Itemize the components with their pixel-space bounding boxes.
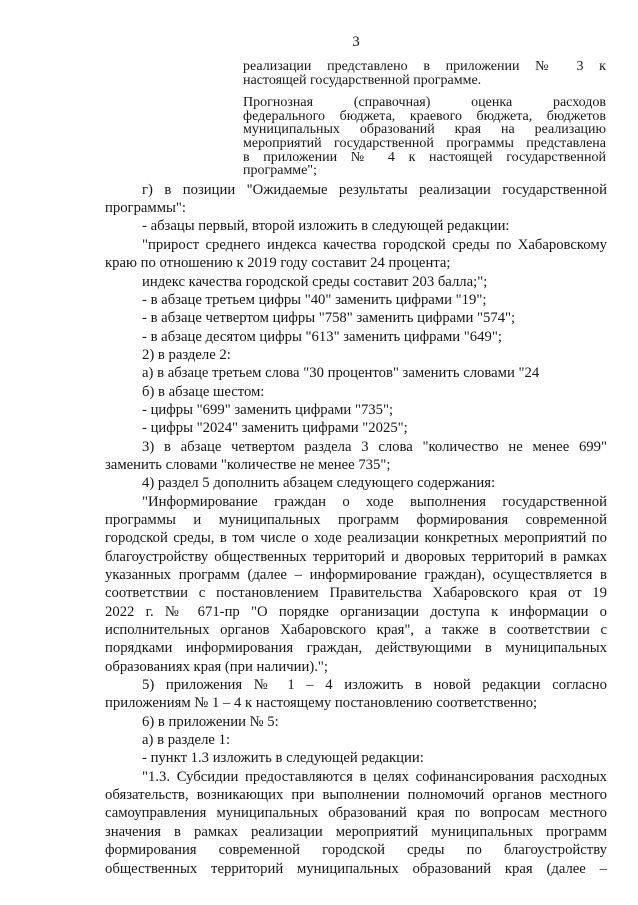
text-line: программы": [105,200,186,217]
text-line: индекс качества городской среды составит 203 балла;"; [142,273,488,290]
text-line: "1.3. Субсидии предоставляются в целях софинансирования расходных [142,768,607,785]
text-line: "прирост среднего индекса качества городской среды по Хабаровскому [142,236,607,253]
text-line: порядками информирования граждан, действующими в муниципальных [105,640,607,657]
text-line: образованиях края (при наличии)."; [105,658,328,675]
text-line: программе"; [243,164,317,178]
text-line: значения в рамках реализации мероприятий муниципальных программ [105,823,607,840]
text-line: - абзацы первый, второй изложить в следующей редакции: [142,218,510,235]
paragraph-dash-item [105,217,607,235]
paragraph-subitem-b [105,383,607,401]
paragraph-item-4 [105,474,607,492]
text-line: соответствии с постановлением Правительства Хабаровского края от 19 [105,585,607,602]
text-line: программы и муниципальных программ формирования современной [105,511,607,528]
paragraph-subitem-a [105,364,607,382]
paragraph-clause-1-3 [105,768,607,878]
paragraph-subitem-a [105,731,607,749]
paragraph-item-6 [105,713,607,731]
text-line: мероприятий государственной программы представлена [243,136,606,151]
paragraph-dash-item [105,309,607,327]
text-line: 2) в разделе 2: [142,346,231,363]
paragraph-quote [105,273,607,291]
text-line: - в абзаце десятом цифры "613" заменить цифрами "649"; [142,328,502,345]
text-line: а) в разделе 1: [142,732,231,749]
text-line: "Информирование граждан о ходе выполнения государственной [142,493,607,510]
text-line: 6) в приложении № 5: [142,713,279,730]
text-line: настоящей государственной программе. [243,73,482,88]
text-line: Прогнозная (справочная) оценка расходов [243,96,606,110]
paragraph-item-5 [105,676,607,713]
paragraph-item-3 [105,438,607,475]
text-line: общественных территорий муниципальных образований края (далее – [105,860,607,877]
text-line: 5) приложения № 1 – 4 изложить в новой редакции согласно [142,677,607,694]
text-line: благоустройству общественных территорий и дворовых территорий в рамках [105,548,607,565]
text-line: а) в абзаце третьем слова "30 процентов" заменить словами "24 [142,365,540,382]
text-line: городской среды, в том числе о ходе реализации конкретных мероприятий по [105,530,607,547]
paragraph-informing-citizens [105,493,607,676]
paragraph-dash-item [105,419,607,437]
text-line: краю по отношению к 2019 году составит 24 процента; [105,255,451,272]
text-line: 3) в абзаце четвертом раздела 3 слова "количество не менее 699" [142,438,607,455]
text-line: 4) раздел 5 дополнить абзацем следующего содержания: [142,475,496,492]
text-line: г) в позиции "Ожидаемые результаты реализации государственной [142,181,607,198]
paragraph-dash-item [105,401,607,419]
page-number: 3 [352,34,360,50]
text-line: - в абзаце четвертом цифры "758" заменить цифрами "574"; [142,310,516,327]
paragraph-forecast-estimate [243,96,606,178]
text-line: заменить словами "количестве не менее 735"; [105,456,391,473]
text-line: муниципальных образований края на реализацию [243,123,606,137]
text-line: указанных программ (далее – информирование граждан), осуществляется в [105,567,607,584]
paragraph-results-appendix-3 [243,60,606,87]
text-line: 2022 г. № 671-пр "О порядке организации доступа к информации о [105,603,607,620]
text-line: обязательств, возникающих при выполнении полномочий органов местного [105,787,607,804]
paragraph-dash-item [105,291,607,309]
paragraph-dash-item [105,328,607,346]
text-line: в приложении № 4 к настоящей государственной [243,150,606,165]
paragraph-item-g [105,181,607,218]
text-line: самоуправления муниципальных образований края по вопросам местного [105,805,607,822]
text-line: б) в абзаце шестом: [142,383,265,400]
paragraph-dash-item [105,749,607,767]
text-line: формирования современной городской среды по благоустройству [105,842,607,859]
continuation-block [243,60,606,178]
text-line: приложениям № 1 – 4 к настоящему постановлению соответственно; [105,695,538,712]
text-line: федерального бюджета, краевого бюджета, бюджетов [243,109,606,124]
paragraph-item-2 [105,346,607,364]
paragraph-quote [105,236,607,273]
text-line: - в абзаце третьем цифры "40" заменить цифрами "19"; [142,291,487,308]
text-line: - цифры "699" заменить цифрами "735"; [142,401,394,418]
text-line: - пункт 1.3 изложить в следующей редакции: [142,750,424,767]
text-line: реализации представлено в приложении № 3 к [243,60,606,74]
text-line: исполнительных органов Хабаровского края", а также в соответствии с [105,622,607,639]
document-body [105,181,607,878]
text-line: - цифры "2024" заменить цифрами "2025"; [142,420,408,437]
